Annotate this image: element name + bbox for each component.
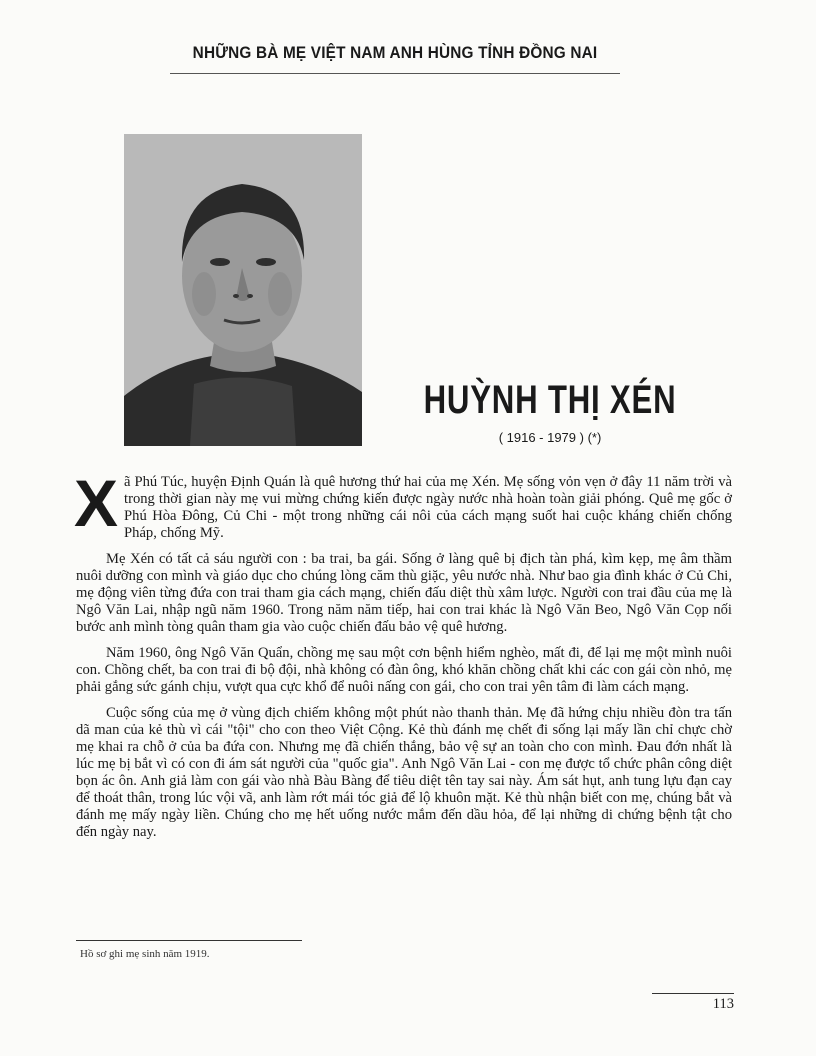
paragraph-1-text: ã Phú Túc, huyện Định Quán là quê hương thứ hai của mẹ Xén. Mẹ sống vỏn vẹn ở đây 11 năm trời và trong thời gian này mẹ vui mừng chứng kiến được ngày nước nhà hoàn toàn giải phóng. Quê mẹ gốc ở Phú Hòa Đông, Củ Chi - một trong những cái nôi của cách mạng suốt hai cuộc kháng chiến chống Pháp, chống Mỹ. bbox=[124, 474, 732, 541]
footnote-divider bbox=[76, 940, 302, 941]
header-divider bbox=[170, 73, 620, 74]
paragraph-2: Mẹ Xén có tất cả sáu người con : ba trai, ba gái. Sống ở làng quê bị địch tàn phá, kìm kẹp, mẹ âm thầm nuôi dưỡng con mình và giáo dục cho chúng lòng căm thù giặc, yêu nước nhà. Như bao gia đình khác ở Củ Chi, mẹ động viên từng đứa con trai tham gia cách mạng, chiến đấu diệt thù xâm lược. Người con trai đầu của mẹ là Ngô Văn Lai, nhập ngũ năm 1960. Trong năm năm tiếp, hai con trai khác là Ngô Văn Beo, Ngô Văn Cọp nối bước anh mình tòng quân tham gia vào cuộc chiến đấu bảo vệ quê hương. bbox=[76, 551, 732, 635]
page-number: 113 bbox=[712, 996, 734, 1012]
portrait-icon bbox=[124, 134, 362, 446]
portrait-photo bbox=[124, 134, 362, 446]
subject-name: HUỲNH THỊ XÉN bbox=[423, 378, 677, 422]
paragraph-1 bbox=[74, 466, 732, 542]
paragraph-4: Cuộc sống của mẹ ở vùng địch chiếm không một phút nào thanh thản. Mẹ đã hứng chịu nhiều đòn tra tấn dã man của kẻ thù vì cái "tội" cho con theo Việt Cộng. Kẻ thù đánh mẹ chết đi sống lại mấy lần chỉ chực chờ mẹ khai ra chỗ ở của ba đứa con. Nhưng mẹ đã chiến thắng, bảo vệ sự an toàn cho con mình. Đau đớn nhất là lúc mẹ bị bắt vì có con đi ám sát người của "quốc gia". Anh Ngô Văn Lai - con mẹ được tổ chức phân công diệt bọn ác ôn. Anh giả làm con gái vào nhà Bàu Bàng để tiêu diệt tên tay sai này. Ám sát hụt, anh tung lựu đạn cay để thoát thân, trong lúc vội vã, anh làm rớt mái tóc giả để lộ khuôn mặt. Kẻ thù nhận biết con mẹ, chúng bắt và đánh mẹ mấy ngày liền. Chúng cho mẹ hết uống nước mắm đến dầu hỏa, để lại những di chứng bệnh tật cho đến ngày nay. bbox=[76, 705, 732, 840]
paragraph-3: Năm 1960, ông Ngô Văn Quẩn, chồng mẹ sau một cơn bệnh hiểm nghèo, mất đi, để lại mẹ một mình nuôi con. Chồng chết, ba con trai đi bộ đội, nhà không có đàn ông, khó khăn chồng chất khi các con gái còn nhỏ, mẹ phải gắng sức gánh chịu, vượt qua cực khổ để nuôi nấng con gái, cho con trai yên tâm đi làm cách mạng. bbox=[76, 645, 732, 695]
drop-cap: X bbox=[74, 466, 119, 540]
subject-dates: ( 1916 - 1979 ) (*) bbox=[498, 430, 602, 445]
article-body bbox=[74, 466, 732, 850]
page-number-rule bbox=[652, 993, 734, 994]
running-header: NHỮNG BÀ MẸ VIỆT NAM ANH HÙNG TỈNH ĐỒNG NAI bbox=[192, 44, 598, 62]
footnote: Hồ sơ ghi mẹ sinh năm 1919. bbox=[80, 948, 210, 960]
